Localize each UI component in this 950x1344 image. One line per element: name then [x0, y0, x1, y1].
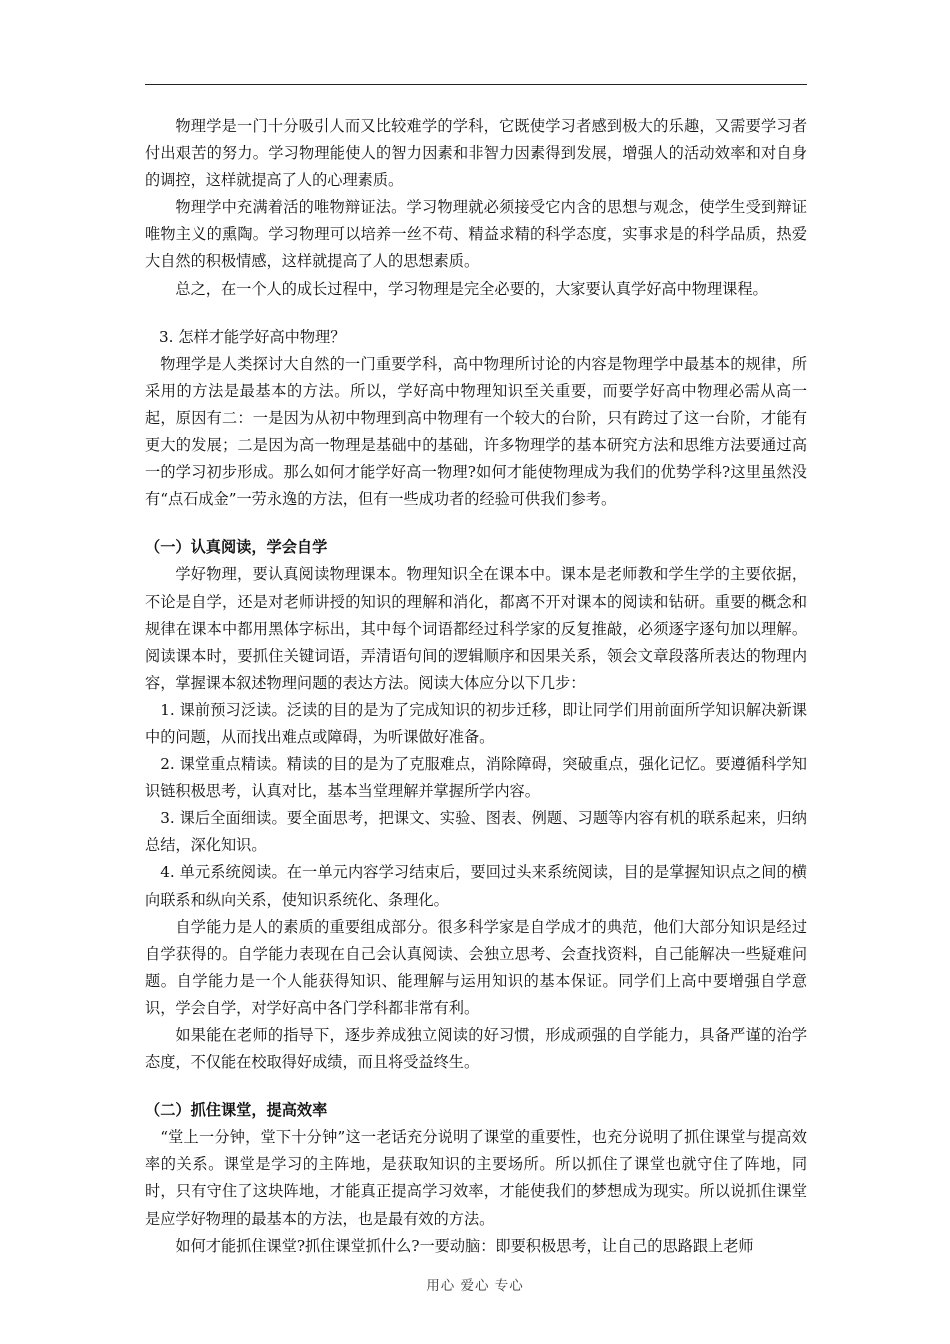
paragraph: 自学能力是人的素质的重要组成部分。很多科学家是自学成才的典范，他们大部分知识是经过自学获得的。自学能力表现在自己会认真阅读、会独立思考、会查找资料，自己能解决一些疑难问题。自学能力是一个人能获得知识、能理解与运用知识的基本保证。同学们上高中要增强自学意识，学会自学，对学好高中各门学科都非常有利。 [145, 917, 807, 1017]
spacer [145, 513, 807, 534]
section-heading: （二）抓住课堂，提高效率 [145, 1101, 328, 1120]
header-rule [145, 84, 807, 85]
paragraph: “堂上一分钟，堂下十分钟”这一老话充分说明了课堂的重要性，也充分说明了抓住课堂与提高效率的关系。课堂是学习的主阵地，是获取知识的主要场所。所以抓住了课堂也就守住了阵地，同时，只有守住了这块阵地，才能真正提高学习效率，才能使我们的梦想成为现实。所以说抓住课堂是应学好物理的最基本的方法，也是最有效的方法。 [145, 1128, 807, 1228]
spacer [145, 303, 807, 324]
paragraph: 物理学是人类探讨大自然的一门重要学科，高中物理所讨论的内容是物理学中最基本的规律，所采用的方法是最基本的方法。所以，学好高中物理知识至关重要，而要学好高中物理必需从高一起，原因有二：一是因为从初中物理到高中物理有一个较大的台阶，只有跨过了这一台阶，才能有更大的发展；二是因为高一物理是基础中的基础，许多物理学的基本研究方法和思维方法要通过高一的学习初步形成。那么如何才能学好高一物理?如何才能使物理成为我们的优势学科?这里虽然没有“点石成金”一劳永逸的方法，但有一些成功者的经验可供我们参考。 [145, 354, 807, 509]
page-footer: 用心 爱心 专心 [426, 1278, 524, 1294]
document-body [145, 113, 807, 1260]
paragraph: 物理学是一门十分吸引人而又比较难学的学科，它既使学习者感到极大的乐趣，又需要学习者付出艰苦的努力。学习物理能使人的智力因素和非智力因素得到发展，增强人的活动效率和对自身的调控，这样就提高了人的心理素质。 [145, 117, 807, 190]
list-item: 3. 课后全面细读。要全面思考，把课文、实验、图表、例题、习题等内容有机的联系起来，归纳总结，深化知识。 [145, 809, 807, 855]
paragraph: 物理学中充满着活的唯物辩证法。学习物理就必须接受它内含的思想与观念，使学生受到辩证唯物主义的熏陶。学习物理可以培养一丝不苟、精益求精的科学态度，实事求是的科学品质，热爱大自然的积极情感，这样就提高了人的思想素质。 [145, 198, 807, 271]
question-heading: 3. 怎样才能学好高中物理？ [159, 327, 346, 346]
list-item: 1. 课前预习泛读。泛读的目的是为了完成知识的初步迁移，即让同学们用前面所学知识解决新课中的问题，从而找出难点或障碍，为听课做好准备。 [145, 700, 807, 746]
paragraph: 如果能在老师的指导下，逐步养成独立阅读的好习惯，形成顽强的自学能力，具备严谨的治学态度，不仅能在校取得好成绩，而且将受益终生。 [145, 1026, 807, 1072]
section-heading: （一）认真阅读，学会自学 [145, 538, 328, 557]
paragraph: 总之，在一个人的成长过程中，学习物理是完全必要的，大家要认真学好高中物理课程。 [175, 279, 768, 298]
paragraph: 如何才能抓住课堂?抓住课堂抓什么?一要动脑：即要积极思考，让自己的思路跟上老师 [175, 1236, 754, 1255]
paragraph: 学好物理，要认真阅读物理课本。物理知识全在课本中。课本是老师教和学生学的主要依据，不论是自学，还是对老师讲授的知识的理解和消化，都离不开对课本的阅读和钻研。重要的概念和规律在课本中都用黑体字标出，其中每个词语都经过科学家的反复推敲，必须逐字逐句加以理解。阅读课本时，要抓住关键词语，弄清语句间的逻辑顺序和因果关系，领会文章段落所表达的物理内容，掌握课本叙述物理问题的表达方法。阅读大体应分以下几步： [145, 565, 807, 692]
spacer [145, 1076, 807, 1097]
list-item: 4. 单元系统阅读。在一单元内容学习结束后，要回过头来系统阅读，目的是掌握知识点之间的横向联系和纵向关系，使知识系统化、条理化。 [145, 863, 807, 909]
list-item: 2. 课堂重点精读。精读的目的是为了克服难点，消除障碍，突破重点，强化记忆。要遵循科学知识链积极思考，认真对比，基本当堂理解并掌握所学内容。 [145, 755, 807, 801]
